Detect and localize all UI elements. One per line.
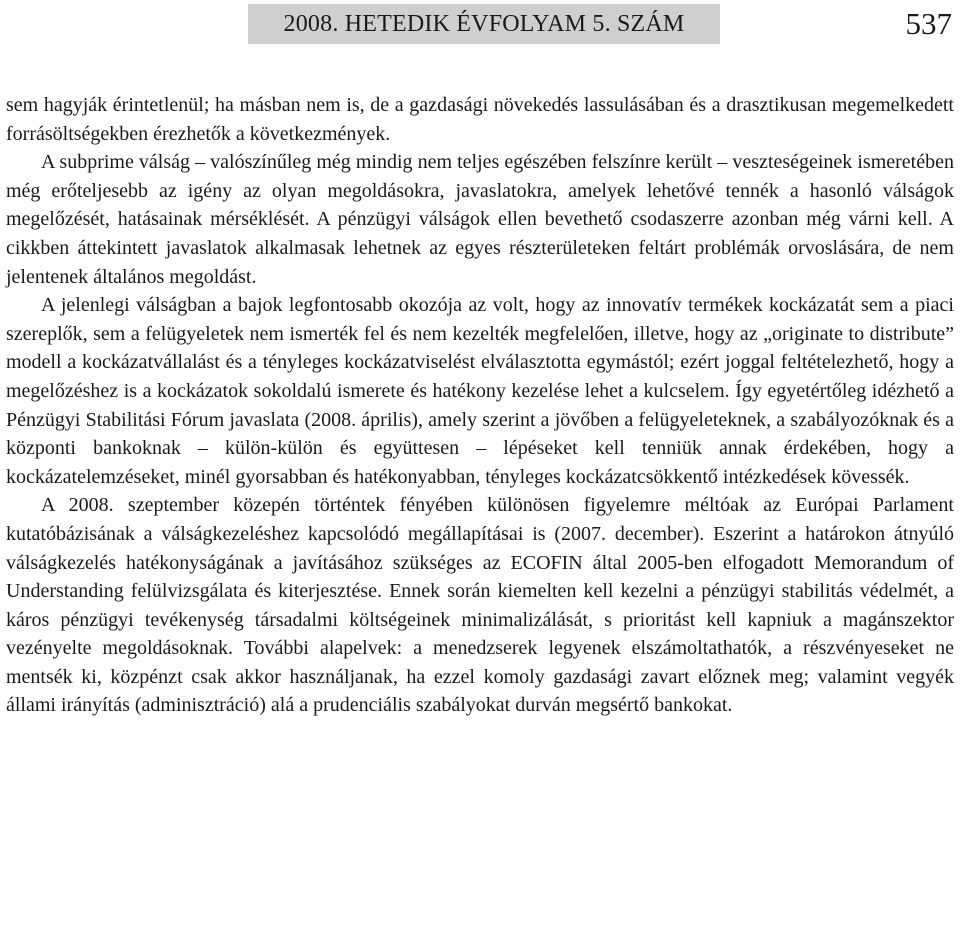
paragraph-european-parliament: A 2008. szeptember közepén történtek fényében különösen figyelemre méltóak az Európai Parlament kutatóbázisának a válságkezeléshez kapcsolódó megállapításai is (2007. december). Eszerint a határokon átnyúló válságkezelés hatékonyságának a javításához szükséges az ECOFIN által 2005-ben elfogadott Memorandum of Understanding felülvizsgálata és kiterjesztése. Ennek során kiemelten kell kezelni a pénzügyi stabilitás védelmét, a káros pénzügyi tevékenység társadalmi költségeinek minimalizálását, s prioritást kell kapniuk a magánszektor vezényelte megoldásoknak. További alapelvek: a menedzserek legyenek elszámoltathatók, a részvényeseket ne mentsék ki, közpénzt csak akkor használjanak, ha ezzel komoly gazdasági zavart előznek meg; valamint vegyék állami irányítás (adminisztráció) alá a prudenciális szabályokat durván megsértő bankokat. — [6, 494, 954, 717]
paragraph-continuation: sem hagyják érintetlenül; ha másban nem is, de a gazdasági növekedés lassulásában és a drasztikusan megemelkedett forrásöltségekben érezhetők a következmények. — [6, 94, 954, 145]
paragraph-current-crisis: A jelenlegi válságban a bajok legfontosabb okozója az volt, hogy az innovatív termékek kockázatát sem a piaci szereplők, sem a felügyeletek nem ismerték fel és nem kezelték megfelelően, illetve, hogy az „originate to distribute” modell a kockázatvállalást és a tényleges kockázatviselést elválasztotta egymástól; ezért joggal feltételezhető, hogy a megelőzéshez is a kockázatok sokoldalú ismerete és hatékony kezelése lehet a kulcselem. Így egyetértőleg idézhető a Pénzügyi Stabilitási Fórum javaslata (2008. április), amely szerint a jövőben a felügyeleteknek, a szabályozóknak és a központi bankoknak – külön-külön és együttesen – lépéseket kell tenniük annak érdekében, hogy a kockázatelemzéseket, minél gyorsabban és hatékonyabban, tényleges kockázatcsökkentő intézkedések kövessék. — [6, 294, 954, 488]
article-body — [6, 91, 954, 720]
journal-issue-title: 2008. HETEDIK ÉVFOLYAM 5. SZÁM — [248, 4, 720, 44]
page-number: 537 — [905, 6, 952, 41]
running-header — [0, 0, 960, 48]
paragraph-subprime-crisis: A subprime válság – valószínűleg még mindig nem teljes egészében felszínre került – veszteségeinek ismeretében még erőteljesebb az igény az olyan megoldásokra, javaslatokra, amelyek lehetővé tennék a hasonló válságok megelőzését, hatásainak mérséklését. A pénzügyi válságok ellen bevethető csodaszerre azonban még várni kell. A cikkben áttekintett javaslatok alkalmasak lehetnek az egyes részterületeken feltárt problémák orvoslására, de nem jelentenek általános megoldást. — [6, 151, 954, 288]
